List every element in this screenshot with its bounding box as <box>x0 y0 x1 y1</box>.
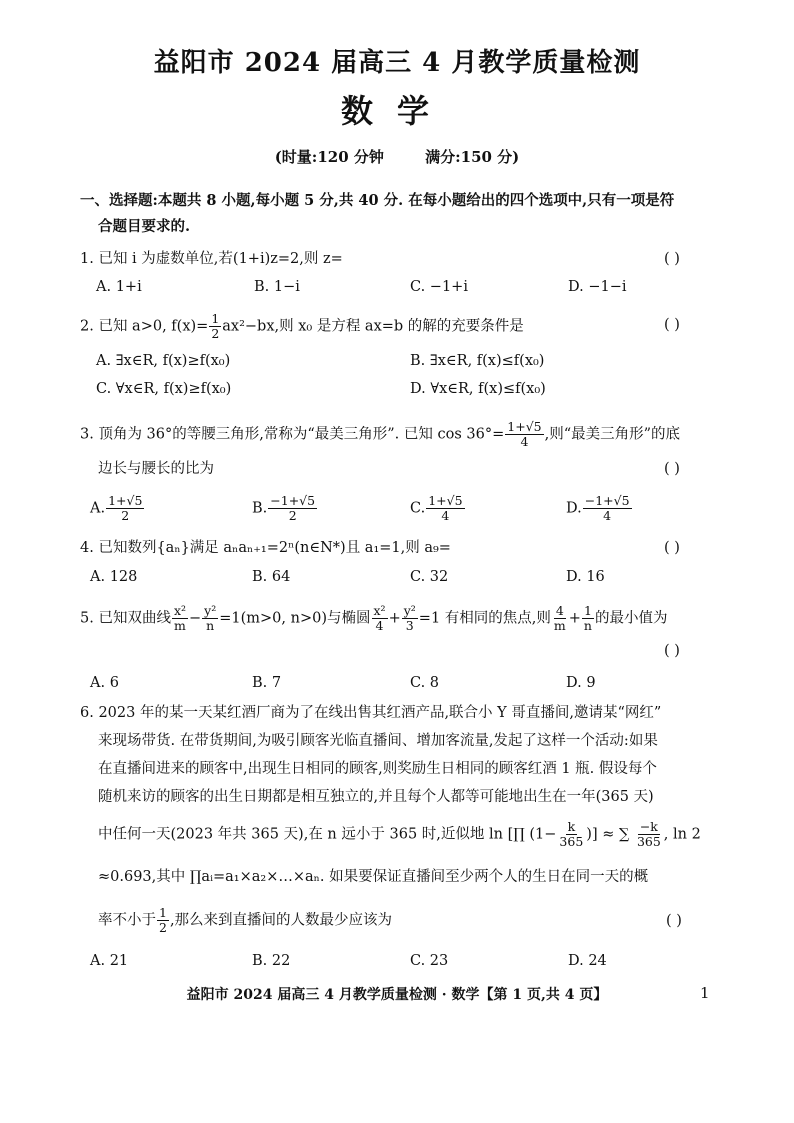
q6-l5-frac-2 <box>635 820 663 849</box>
q2-option-d: D. ∀x∈R, f(x)≤f(x₀) <box>410 381 546 397</box>
q5-mid: =1(m>0, n>0)与椭圆 <box>219 610 371 627</box>
q6-l5-end: , ln 2 <box>663 826 701 843</box>
q6-l7-post: ,那么来到直播间的人数最少应该为 <box>169 912 393 929</box>
q2-option-b: B. ∃x∈R, f(x)≤f(x₀) <box>410 353 545 369</box>
q6-line-1: 6. 2023 年的某一天某红酒厂商为了在线出售其红酒产品,联合小 Y 哥直播间,邀请某“网红” <box>80 705 662 721</box>
exam-title: 益阳市 2024 届高三 4 月教学质量检测 <box>153 48 641 78</box>
q3-b-den: 2 <box>288 508 297 523</box>
q5-end: 的最小值为 <box>594 610 668 627</box>
q5-f5-den: m <box>553 618 566 633</box>
q4-answer-bracket: ( ) <box>664 540 680 556</box>
q6-line-2: 来现场带货. 在带货期间,为吸引顾客光临直播间、增加客流量,发起了这样一个活动:如果 <box>98 733 658 749</box>
q3-a-den: 2 <box>121 508 130 523</box>
subject-title: 数学 <box>340 92 453 130</box>
q6-line-7 <box>98 906 392 935</box>
q5-option-d: D. 9 <box>566 675 596 691</box>
q6-l5-f2-num: −k <box>639 819 658 834</box>
q3-stem-pre: 3. 顶角为 36°的等腰三角形,常称为“最美三角形”. 已知 cos 36°= <box>80 426 505 443</box>
q6-option-b: B. 22 <box>252 953 291 969</box>
q6-l5-f1-num: k <box>567 819 576 834</box>
q5-frac-6 <box>582 604 594 633</box>
q6-l7-pre: 率不小于 <box>98 912 156 929</box>
q2-frac-num: 1 <box>211 311 220 326</box>
section-heading: 一、选择题:本题共 8 小题,每小题 5 分,共 40 分. 在每小题给出的四个选项中,只有一项是符 <box>80 192 675 209</box>
q6-l5-f2-den: 365 <box>636 834 661 849</box>
q5-f6-den: n <box>583 618 592 633</box>
q3-option-a <box>90 494 145 523</box>
q3-a-num: 1+√5 <box>108 493 143 508</box>
q6-l7-den: 2 <box>159 920 167 935</box>
q2-frac-den: 2 <box>211 326 220 341</box>
q3-d-fraction <box>583 494 632 523</box>
q6-l5-frac-1 <box>557 820 585 849</box>
q3-d-label: D. <box>566 500 582 517</box>
q4-option-a: A. 128 <box>90 569 138 585</box>
q3-b-label: B. <box>252 500 268 517</box>
q6-line-3: 在直播间进来的顾客中,出现生日相同的顾客,则奖励生日相同的顾客红酒 1 瓶. 假设每个 <box>98 761 657 777</box>
q3-a-label: A. <box>90 500 106 517</box>
q3-frac-den: 4 <box>520 434 529 449</box>
q2-stem-post: ax²−bx,则 x₀ 是方程 ax=b 的解的充要条件是 <box>222 318 524 335</box>
q4-stem: 4. 已知数列{aₙ}满足 aₙaₙ₊₁=2ⁿ(n∈N*)且 a₁=1,则 a₉= <box>80 540 451 556</box>
q3-c-num: 1+√5 <box>428 493 463 508</box>
q5-frac-5 <box>552 604 568 633</box>
q5-minus: − <box>189 610 202 627</box>
q3-fraction <box>505 420 543 449</box>
q3-answer-bracket: ( ) <box>664 461 680 477</box>
q5-option-a: A. 6 <box>90 675 119 691</box>
q5-frac-2 <box>202 604 218 633</box>
q6-line-4: 随机来访的顾客的出生日期都是相互独立的,并且每个人都等可能地出生在一年(365 天) <box>98 789 654 805</box>
q3-b-fraction <box>268 494 317 523</box>
q5-f4-num: y² <box>403 603 416 618</box>
q6-option-c: C. 23 <box>410 953 449 969</box>
q5-option-c: C. 8 <box>410 675 440 691</box>
q5-f1-den: m <box>174 618 186 633</box>
q5-f3-den: 4 <box>375 618 384 633</box>
q3-c-fraction <box>426 494 464 523</box>
q3-option-c <box>410 494 466 523</box>
q3-a-fraction <box>106 494 144 523</box>
q5-f1-num: x² <box>173 603 187 618</box>
q1-option-b: B. 1−i <box>254 279 300 295</box>
q6-option-d: D. 24 <box>568 953 607 969</box>
q2-stem <box>80 312 524 341</box>
q3-frac-num: 1+√5 <box>507 419 542 434</box>
q5-mid2: =1 有相同的焦点,则 <box>418 610 551 627</box>
q6-line-5 <box>98 820 701 849</box>
page-footer: 益阳市 2024 届高三 4 月教学质量检测 · 数学【第 1 页,共 4 页】 <box>186 987 608 1003</box>
q5-f4-den: 3 <box>405 618 414 633</box>
q3-d-num: −1+√5 <box>584 493 630 508</box>
time-limit: (时量:120 分钟 <box>274 148 384 166</box>
q2-fraction <box>209 312 221 341</box>
q5-frac-3 <box>372 604 388 633</box>
q3-stem <box>80 420 680 449</box>
q6-option-a: A. 21 <box>90 953 129 969</box>
q3-option-d <box>566 494 633 523</box>
q3-stem-line2: 边长与腰长的比为 <box>98 461 214 477</box>
q5-stem-pre: 5. 已知双曲线 <box>80 610 171 627</box>
q1-option-d: D. −1−i <box>568 279 627 295</box>
q5-f3-num: x² <box>373 603 386 618</box>
q1-answer-bracket: ( ) <box>664 251 680 267</box>
q6-l5-f1-den: 365 <box>559 834 584 849</box>
q5-plus2: + <box>568 610 581 627</box>
q5-f2-num: y² <box>204 603 217 618</box>
q5-answer-bracket: ( ) <box>664 643 680 659</box>
q6-l5-pre: 中任何一天(2023 年共 365 天),在 n 远小于 365 时,近似地 ln [∏ (1− <box>98 826 557 843</box>
q4-option-b: B. 64 <box>252 569 291 585</box>
q2-stem-pre: 2. 已知 a>0, f(x)= <box>80 318 209 335</box>
q6-l5-mid: )] ≈ ∑ <box>586 826 634 843</box>
q6-line-6: ≈0.693,其中 ∏aᵢ=a₁×a₂×…×aₙ. 如果要保证直播间至少两个人的生日在同一天的概 <box>98 869 649 885</box>
q3-b-num: −1+√5 <box>270 493 316 508</box>
q5-stem <box>80 604 667 633</box>
q6-answer-bracket: ( ) <box>666 913 682 929</box>
q5-frac-4 <box>402 604 418 633</box>
q3-d-den: 4 <box>603 508 612 523</box>
q4-option-d: D. 16 <box>566 569 605 585</box>
page-number: 1 <box>700 984 710 1002</box>
q2-option-a: A. ∃x∈R, f(x)≥f(x₀) <box>96 353 231 369</box>
q2-answer-bracket: ( ) <box>664 317 680 333</box>
q3-c-label: C. <box>410 500 426 517</box>
q2-option-c: C. ∀x∈R, f(x)≥f(x₀) <box>96 381 232 397</box>
q5-option-b: B. 7 <box>252 675 282 691</box>
q3-option-b <box>252 494 318 523</box>
q6-l7-num: 1 <box>159 905 167 920</box>
q5-frac-1 <box>172 604 188 633</box>
exam-info <box>0 146 794 167</box>
q1-stem: 1. 已知 i 为虚数单位,若(1+i)z=2,则 z= <box>80 251 343 267</box>
q5-f6-num: 1 <box>583 603 592 618</box>
q3-c-den: 4 <box>441 508 450 523</box>
q1-option-c: C. −1+i <box>410 279 468 295</box>
q5-f2-den: n <box>206 618 215 633</box>
q5-f5-num: 4 <box>555 603 564 618</box>
q1-option-a: A. 1+i <box>96 279 142 295</box>
section-heading-cont: 合题目要求的. <box>98 218 191 235</box>
full-score: 满分:150 分) <box>425 148 520 166</box>
q4-option-c: C. 32 <box>410 569 449 585</box>
q6-l7-frac <box>157 906 169 935</box>
q3-stem-post: ,则“最美三角形”的底 <box>544 426 681 443</box>
q5-plus: + <box>388 610 401 627</box>
